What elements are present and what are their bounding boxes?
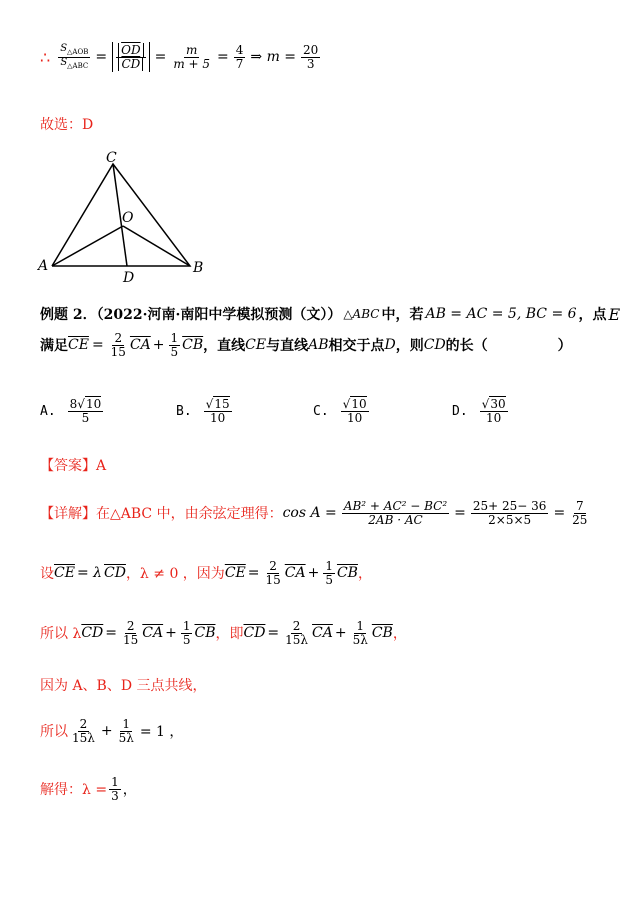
four-sevenths: $\frac{4}{7}$	[235, 43, 244, 71]
label-o: O	[122, 210, 134, 226]
twenty-thirds: $\frac{20}{3}$	[303, 43, 319, 71]
choice-line: 故选：D	[40, 117, 94, 133]
step4-line: 所以 $\frac{2}{15\lambda}$ + $\frac{1}{5\lambda}$ = 1 ，	[40, 717, 184, 745]
m-fraction: $\frac{m}{m + 5}$	[173, 43, 211, 71]
area-ratio-line: ∴ $\frac{S_{\triangle AOB}}{S_{\triangle ABC}}$ = $\frac{\overline{OD}}{CD}$ = $\frac{m}{m + 5}$ = $\frac{4}{7}$ ⇒ m = $\frac{20}{3}$	[40, 43, 319, 71]
option-d[interactable]: D. $\frac{√30}{10}$	[452, 397, 506, 425]
segment-ob	[123, 226, 190, 266]
triangle-outline	[52, 164, 190, 266]
triangle-figure	[30, 148, 250, 288]
label-b: B	[193, 260, 204, 276]
option-b[interactable]: B. $\frac{√15}{10}$	[176, 397, 230, 425]
therefore-symbol: ∴	[40, 47, 51, 67]
option-a[interactable]: A. $\frac{8√10}{5}$	[40, 397, 102, 425]
area-fraction: $\frac{S_{\triangle AOB}}{S_{\triangle ABC}}$	[60, 43, 89, 70]
segment-ao	[52, 226, 123, 266]
example-title-line: 例题 2．（2022·河南·南阳中学模拟预测（文）） △ABC 中，若 AB = AC = 5, BC = 6 ，点 E	[40, 304, 621, 324]
label-c: C	[106, 150, 117, 166]
step3-line: 因为 A、B、D 三点共线，	[40, 678, 207, 694]
option-c[interactable]: C. $\frac{√10}{10}$	[313, 397, 367, 425]
detail-line: 【详解】在△ABC 中，由余弦定理得： cos A = $\frac{\text{AB² + AC² − BC²}}{2AB \cdot AC}$ = $\frac{25+ 25- 36}{2\times 5\times 5}$ = $\frac{7}{25}$	[40, 499, 588, 527]
od-cd-ratio: $\frac{\overline{OD}}{CD}$	[112, 42, 149, 72]
label-d: D	[123, 270, 135, 286]
step1-line: 设 $\overline{CE}$ = λ $\overline{CD}$ ，λ ≠ 0 ，因为 $\overline{CE}$ = $\frac{2}{15}$ $\overline{CA}$ + $\frac{1}{5}$ $\overline{CB}$ ，	[40, 559, 372, 587]
step5-line: 解得：λ = $\frac{1}{3}$ ，	[40, 775, 137, 803]
example-condition-line: 满足 $\overline{CE}$ = $\frac{2}{15}$ $\overline{CA}$ + $\frac{1}{5}$ $\overline{CB}$ ，直线 CE 与直线 AB 相交于点 D ，则 CD 的长（ ）	[40, 331, 572, 359]
step2-line: 所以 λ $\overline{CD}$ = $\frac{2}{15}$ $\overline{CA}$ + $\frac{1}{5}$ $\overline{CB}$ ，即 $\overline{CD}$ = $\frac{2}{15\lambda}$ $\overline{CA}$ + $\frac{1}{5\lambda}$ $\overline{CB}$ ，	[40, 619, 407, 647]
label-a: A	[38, 258, 49, 274]
answer-line: 【答案】A	[40, 458, 107, 474]
